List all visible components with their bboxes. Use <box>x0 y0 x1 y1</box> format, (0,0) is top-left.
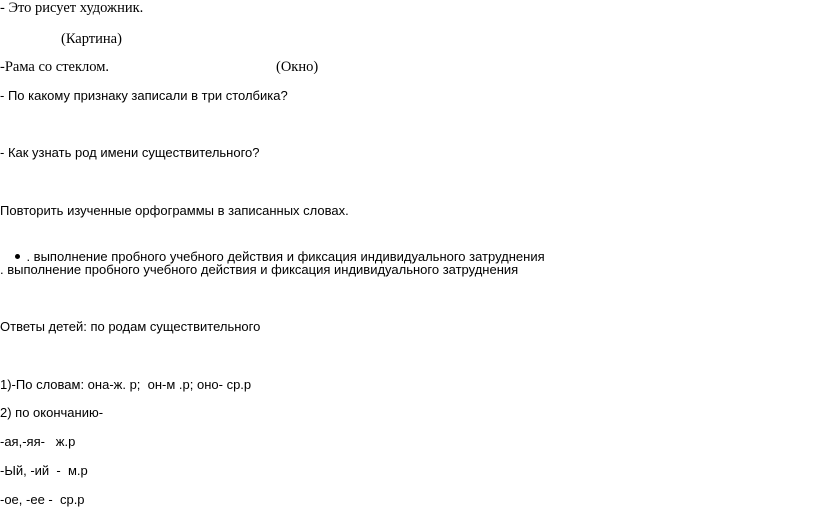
bullet-item-text: . выполнение пробного учебного действия и фиксация индивидуального затруднения <box>26 249 545 264</box>
text-line-painting: (Картина) <box>61 31 122 47</box>
text-line-repeat-orthograms: Повторить изученные орфограммы в записанных словах. <box>0 203 349 218</box>
text-line-window: (Окно) <box>276 59 319 75</box>
text-line-by-words: 1)-По словам: она-ж. р; он-м .р; оно- ср.р <box>0 377 252 392</box>
text-line-question-gender: - Как узнать род имени существительного? <box>0 145 260 160</box>
text-line-feminine-endings: -ая,-яя- ж.р <box>0 434 76 449</box>
text-line-masculine-endings: -Ый, -ий - м.р <box>0 463 88 478</box>
text-line-children-answers: Ответы детей: по родам существительного <box>0 319 261 334</box>
text-line-neuter-endings: -ое, -ее - ср.р <box>0 492 85 507</box>
text-line-frame-with-glass: -Рама со стеклом. <box>0 59 110 75</box>
text-line-trial-action: . выполнение пробного учебного действия и фиксация индивидуального затруднения <box>0 262 519 277</box>
text-line-by-endings: 2) по окончанию- <box>0 405 104 420</box>
text-line-question-columns: - По какому признаку записали в три столбика? <box>0 88 288 103</box>
filled-circle-bullet-icon <box>15 254 20 259</box>
text-line-artist: - Это рисует художник. <box>0 0 144 16</box>
